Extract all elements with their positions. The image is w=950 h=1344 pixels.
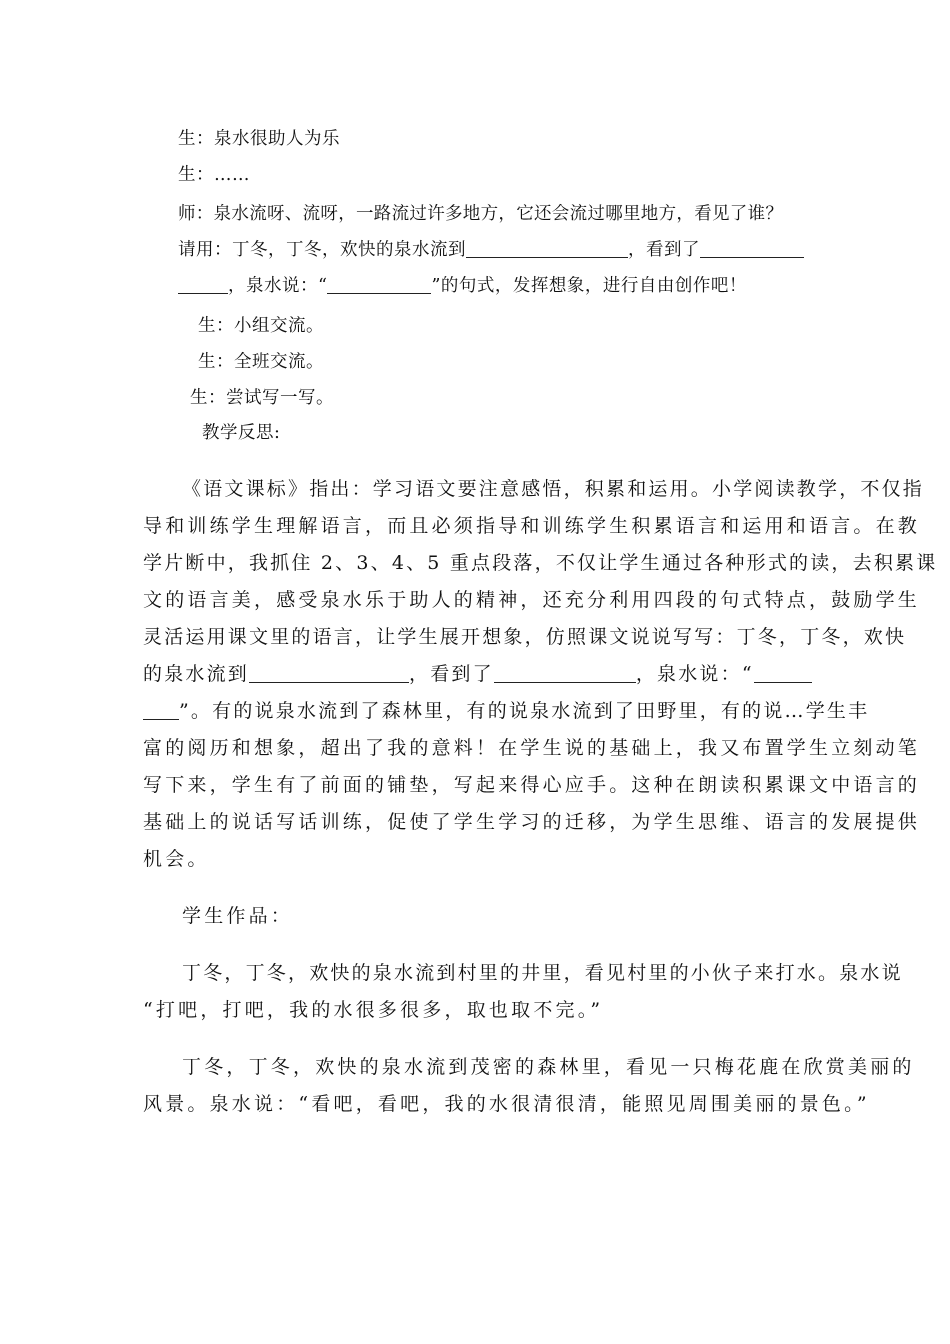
- reflection-line: 灵活运用课文里的语言，让学生展开想象，仿照课文说说写写：丁冬，丁冬，欢快: [143, 626, 907, 648]
- activity-line: 生：尝试写一写。: [190, 388, 334, 408]
- fill-blank: [178, 275, 228, 294]
- reflection-text: ，泉水说：“: [635, 663, 754, 685]
- dialogue-line: 生：泉水很助人为乐: [178, 129, 340, 149]
- reflection-line: 基础上的说话写话训练，促使了学生学习的迁移，为学生思维、语言的发展提供: [143, 811, 921, 833]
- activity-line: 生：小组交流。: [198, 316, 324, 336]
- prompt-text: 请用：丁冬，丁冬，欢快的泉水流到: [178, 240, 466, 260]
- reflection-line: 《语文课标》指出：学习语文要注意感悟，积累和运用。小学阅读教学，不仅指: [182, 478, 925, 500]
- student-work-line: 风景。泉水说：“看吧，看吧，我的水很清很清，能照见周围美丽的景色。”: [143, 1093, 870, 1115]
- fill-blank: [466, 239, 628, 258]
- fill-blank: [700, 239, 804, 258]
- reflection-line: 学片断中，我抓住 2、3、4、5 重点段落，不仅让学生通过各种形式的读，去积累课: [143, 552, 938, 574]
- reflection-line: 导和训练学生理解语言，而且必须指导和训练学生积累语言和运用和语言。在教: [143, 515, 921, 537]
- prompt-line: [178, 274, 747, 298]
- reflection-line: [143, 699, 869, 723]
- prompt-text: ”的句式，发挥想象，进行自由创作吧！: [431, 276, 747, 296]
- reflection-line: 机会。: [143, 848, 210, 870]
- reflection-line: 写下来，学生有了前面的铺垫，写起来得心应手。这种在朗读积累课文中语言的: [143, 774, 921, 796]
- fill-blank: [249, 664, 409, 683]
- dialogue-line: 生：……: [178, 165, 250, 185]
- reflection-line: [143, 662, 812, 686]
- student-work-line: “打吧，打吧，我的水很多很多，取也取不完。”: [143, 999, 604, 1021]
- student-work-line: 丁冬，丁冬，欢快的泉水流到村里的井里，看见村里的小伙子来打水。泉水说: [182, 962, 903, 984]
- reflection-line: 富的阅历和想象，超出了我的意料！在学生说的基础上，我又布置学生立刻动笔: [143, 737, 921, 759]
- fill-blank: [754, 664, 812, 683]
- reflection-heading: 教学反思:: [202, 423, 281, 443]
- reflection-text: 的泉水流到: [143, 663, 250, 685]
- student-work-line: 丁冬，丁冬，欢快的泉水流到茂密的森林里，看见一只梅花鹿在欣赏美丽的: [182, 1056, 915, 1078]
- prompt-text: ，看到了: [628, 240, 700, 260]
- fill-blank: [494, 664, 636, 683]
- reflection-text: ”。有的说泉水流到了森林里，有的说泉水流到了田野里，有的说…学生丰: [179, 700, 870, 722]
- reflection-text: ，看到了: [409, 663, 494, 685]
- fill-blank: [143, 701, 179, 720]
- prompt-line: [178, 238, 804, 262]
- prompt-text: ，泉水说：“: [228, 276, 328, 296]
- fill-blank: [327, 275, 431, 294]
- works-heading: 学生作品：: [182, 905, 294, 927]
- reflection-line: 文的语言美，感受泉水乐于助人的精神，还充分利用四段的句式特点，鼓励学生: [143, 589, 921, 611]
- dialogue-line: 师：泉水流呀、流呀，一路流过许多地方，它还会流过哪里地方，看见了谁？: [178, 204, 784, 224]
- activity-line: 生：全班交流。: [198, 352, 324, 372]
